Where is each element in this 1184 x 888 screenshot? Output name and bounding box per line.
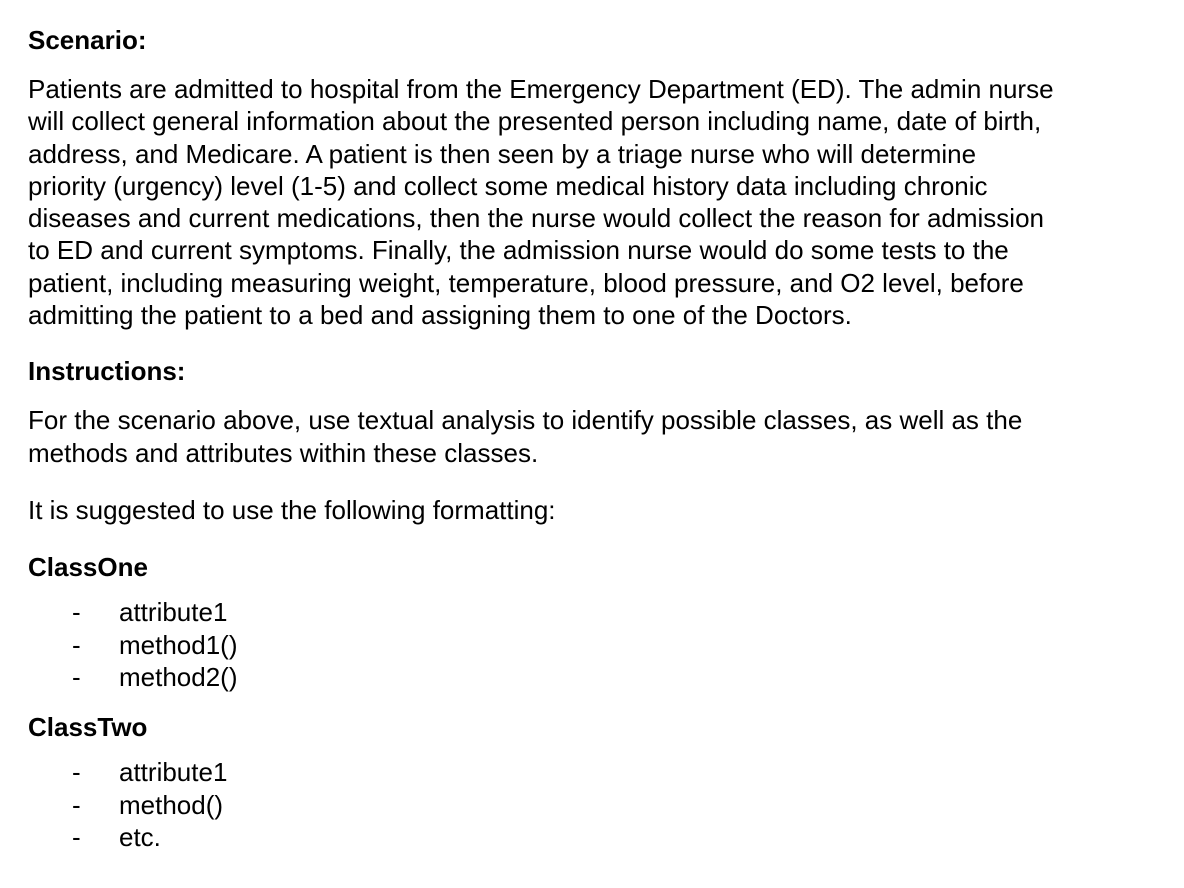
dash-bullet: -: [72, 822, 81, 853]
class-two-heading: ClassTwo: [28, 712, 148, 743]
list-item-text: method1(): [119, 629, 238, 660]
instructions-paragraph: [28, 404, 1168, 469]
class-two-list: [28, 756, 1168, 854]
list-item-text: etc.: [119, 822, 161, 853]
document-page: [28, 0, 1168, 854]
list-item-text: attribute1: [119, 757, 228, 788]
list-item-text: method2(): [119, 662, 238, 693]
dash-bullet: -: [72, 662, 81, 693]
class-one-list: [28, 596, 1168, 694]
dash-bullet: -: [72, 789, 81, 820]
instructions-line: methods and attributes within these classes.: [28, 437, 539, 468]
list-item: [28, 756, 1168, 789]
list-item-text: method(): [119, 789, 224, 820]
scenario-line: will collect general information about the presented person including name, date of birth,: [28, 106, 1042, 137]
scenario-line: admitting the patient to a bed and assigning them to one of the Doctors.: [28, 300, 852, 331]
list-item: [28, 789, 1168, 822]
list-item: [28, 661, 1168, 694]
scenario-line: patient, including measuring weight, temperature, blood pressure, and O2 level, before: [28, 267, 1024, 298]
scenario-line: diseases and current medications, then the nurse would collect the reason for admission: [28, 203, 1045, 234]
suggested-formatting-text: It is suggested to use the following formatting:: [28, 494, 556, 525]
dash-bullet: -: [72, 629, 81, 660]
list-item-text: attribute1: [119, 597, 228, 628]
scenario-line: address, and Medicare. A patient is then seen by a triage nurse who will determine: [28, 138, 977, 169]
class-one-heading: ClassOne: [28, 552, 148, 583]
instructions-heading: Instructions:: [28, 356, 186, 387]
dash-bullet: -: [72, 597, 81, 628]
scenario-paragraph: [28, 73, 1168, 331]
instructions-line: For the scenario above, use textual analysis to identify possible classes, as well as the: [28, 405, 1023, 436]
dash-bullet: -: [72, 757, 81, 788]
scenario-heading: Scenario:: [28, 25, 147, 55]
scenario-line: to ED and current symptoms. Finally, the admission nurse would do some tests to the: [28, 235, 1009, 266]
list-item: [28, 821, 1168, 854]
list-item: [28, 629, 1168, 662]
scenario-line: priority (urgency) level (1-5) and collect some medical history data including chronic: [28, 170, 988, 201]
list-item: [28, 596, 1168, 629]
scenario-line: Patients are admitted to hospital from the Emergency Department (ED). The admin nurse: [28, 74, 1054, 104]
